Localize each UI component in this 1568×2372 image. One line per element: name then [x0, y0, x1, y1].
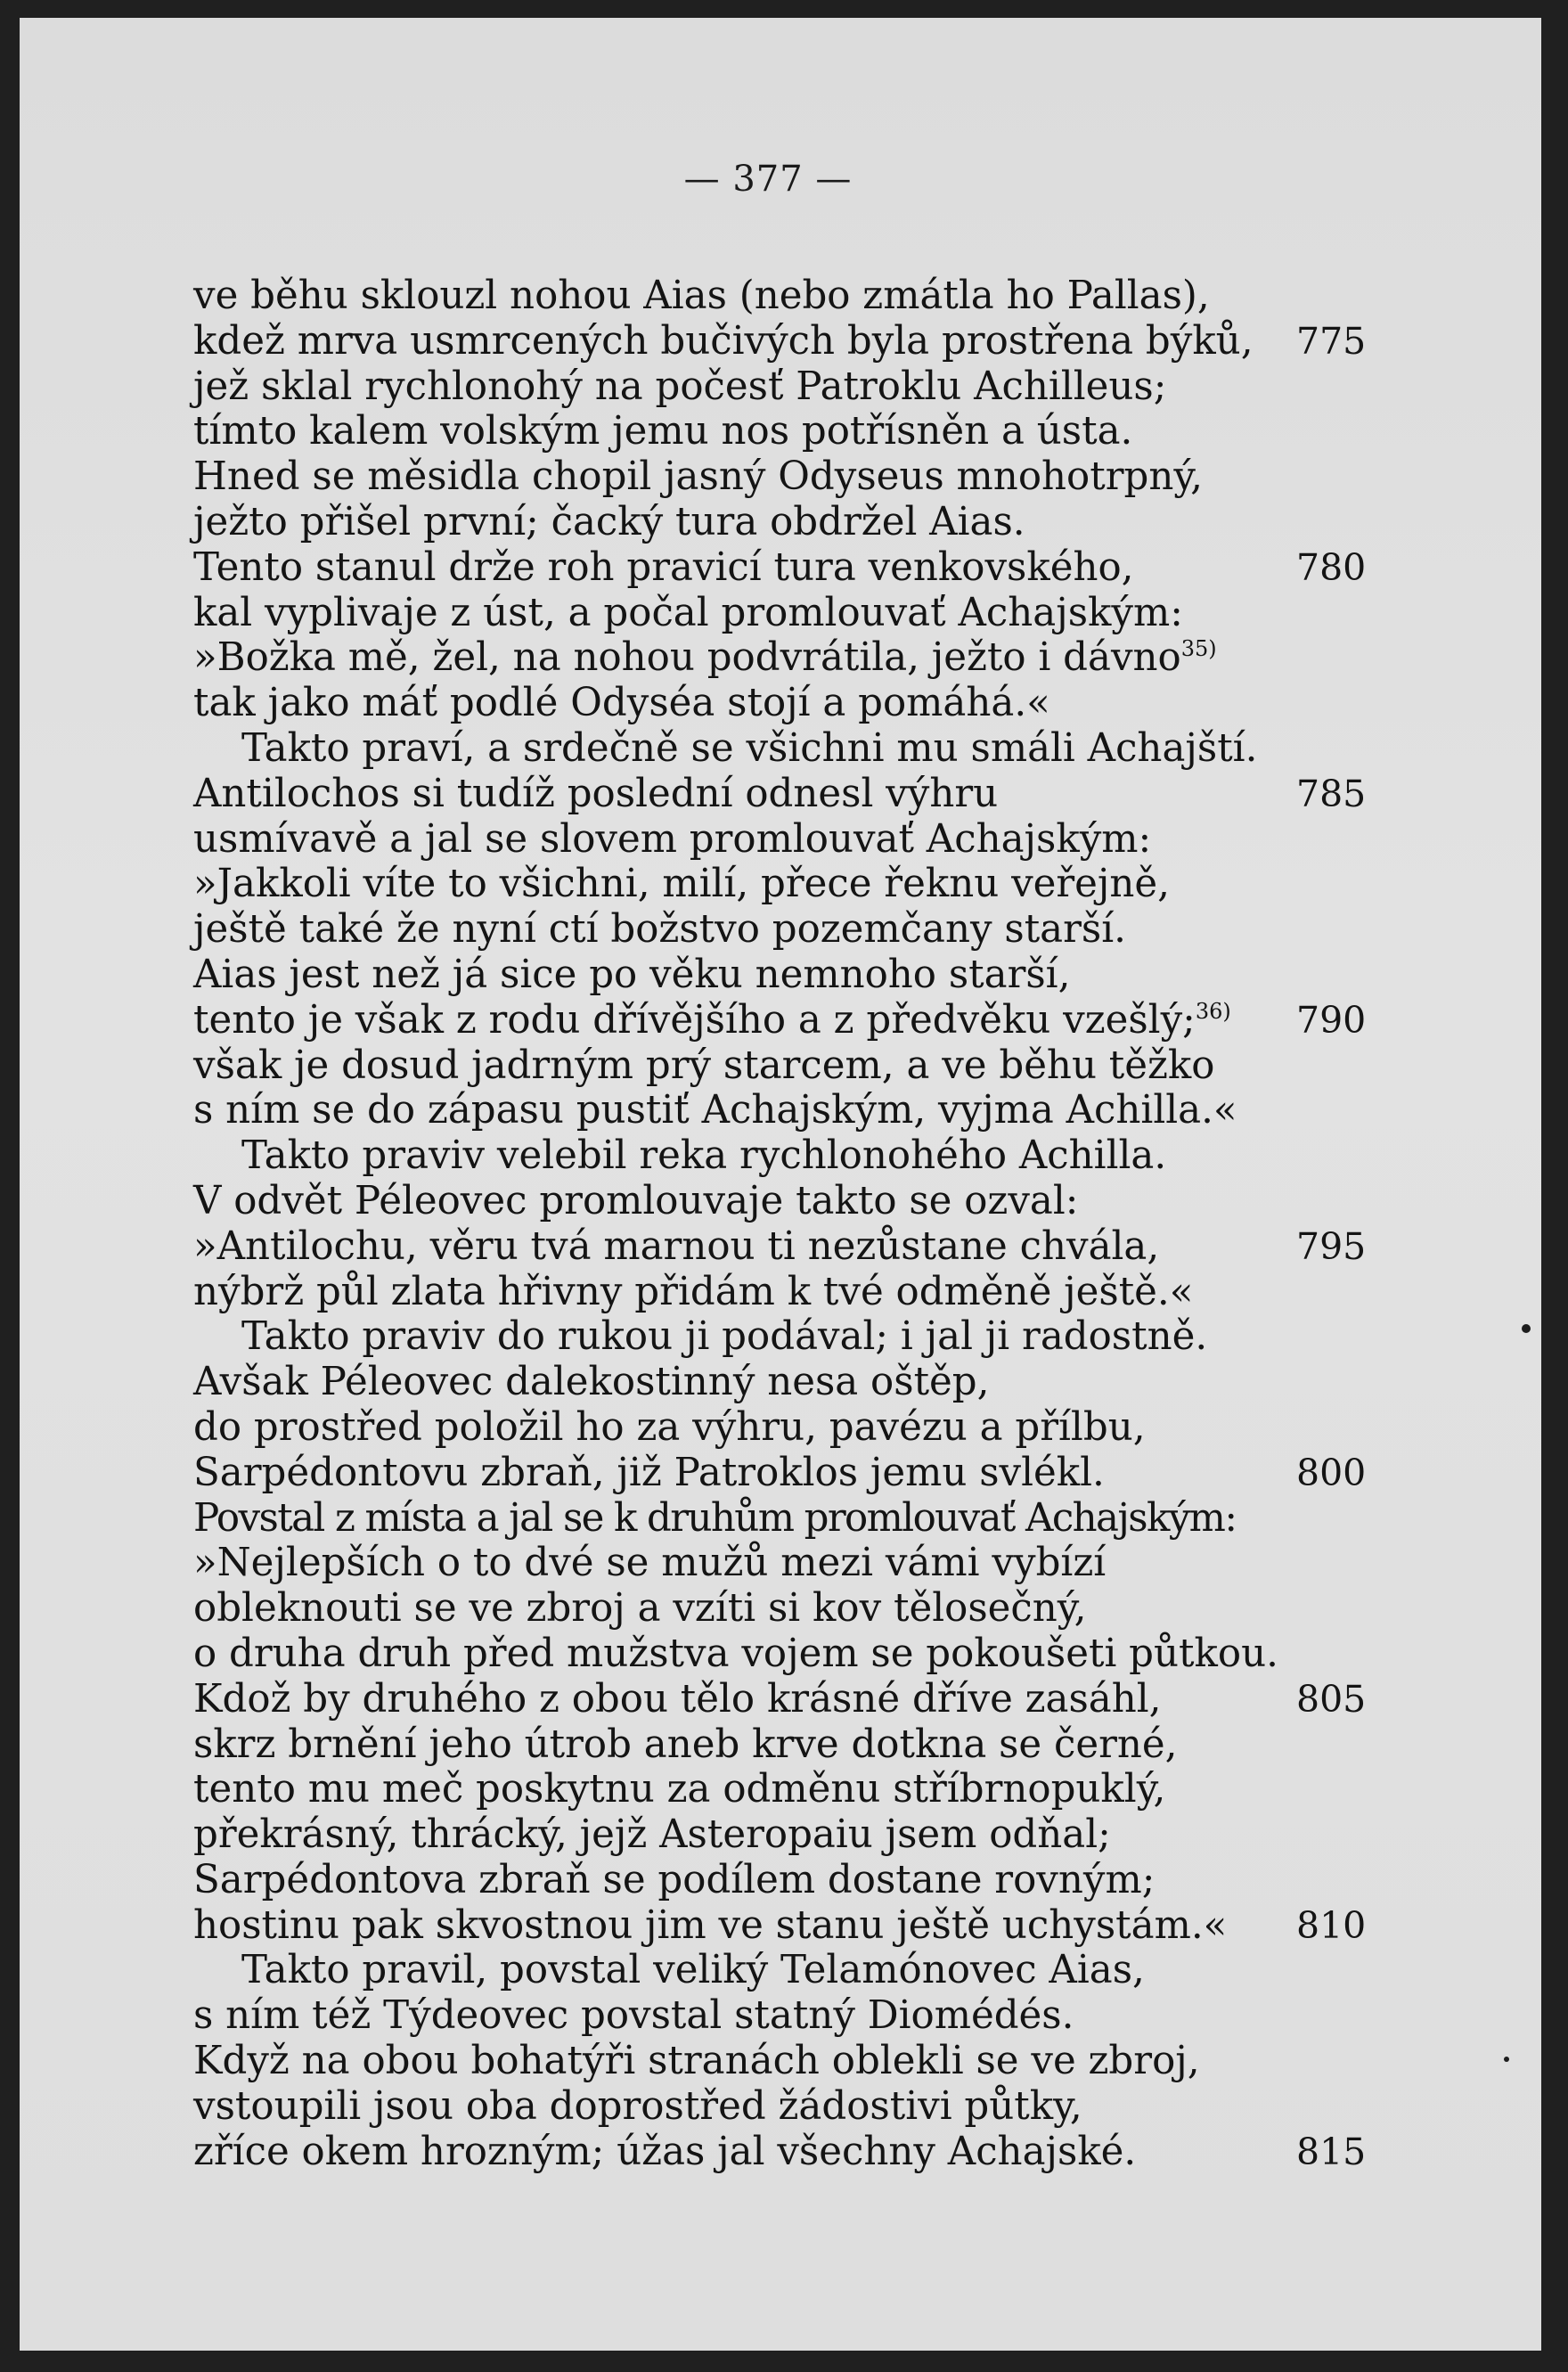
verse-line	[193, 364, 1387, 410]
verse-line-text: ježto přišel první; čacký tura obdržel Aias.	[193, 499, 1025, 544]
verse-line-text: vstoupili jsou oba doprostřed žádostivi půtky,	[193, 2083, 1082, 2129]
verse-line	[193, 1405, 1387, 1451]
verse-number: 795	[1296, 1224, 1367, 1268]
verse-line-text: Tento stanul drže roh pravicí tura venkovského,	[193, 544, 1134, 590]
verse-line-text: zříce okem hrozným; úžas jal všechny Achajské.	[193, 2129, 1137, 2174]
verse-line-text: ještě také že nyní ctí božstvo pozemčany starší.	[193, 907, 1126, 953]
verse-line-text: skrz brnění jeho útrob aneb krve dotkna se černé,	[193, 1722, 1178, 1767]
verse-line-text: tímto kalem volským jemu nos potřísněn a ústa.	[193, 409, 1133, 454]
verse-line-text: Takto praviv velebil reka rychlonohého Achilla.	[241, 1133, 1167, 1179]
verse-line-text: Takto praviv do rukou ji podával; i jal ji radostně.	[241, 1314, 1208, 1360]
verse-line-text: Avšak Péleovec dalekostinný nesa oštěp,	[193, 1360, 990, 1405]
verse-line	[193, 2039, 1387, 2084]
verse-line	[193, 1812, 1387, 1858]
verse-line	[193, 1677, 1387, 1722]
verse-line	[193, 1270, 1387, 1315]
verse-line-text: jež sklal rychlonohý na počesť Patroklu Achilleus;	[193, 364, 1167, 409]
verse-line	[193, 1541, 1387, 1586]
verse-line	[193, 1043, 1387, 1089]
verse-number: 815	[1296, 2130, 1367, 2173]
page-number: — 377 —	[683, 159, 853, 200]
verse-line-text: Povstal z místa a jal se k druhům promlouvať Achajským:	[193, 1495, 1237, 1541]
verse-line	[193, 1224, 1387, 1270]
verse-line-text: o druha druh před mužstva vojem se pokoušeti půtkou.	[193, 1631, 1278, 1676]
verse-line-text: do prostřed položil ho za výhru, pavézu a přílbu,	[193, 1404, 1146, 1450]
verse-line-text: obleknouti se ve zbroj a vzíti si kov tělosečný,	[193, 1586, 1087, 1632]
verse-line-text: Antilochos si tudíž poslední odnesl výhru	[193, 771, 999, 816]
verse-number: 790	[1296, 998, 1367, 1042]
verse-line-text: s ním se do zápasu pustiť Achajským, vyjma Achilla.«	[193, 1088, 1237, 1133]
verse-number: 780	[1296, 545, 1367, 589]
verse-line	[193, 1993, 1387, 2039]
verse-line-text: tak jako máť podlé Odyséa stojí a pomáhá.«	[193, 681, 1050, 726]
verse-line-text: Sarpédontovu zbraň, již Patroklos jemu svlékl.	[193, 1450, 1105, 1495]
verse-line-text: »Nejlepších o to dvé se mužů mezi vámi vybízí	[193, 1541, 1107, 1586]
verse-line-text: »Božka mě, žel, na nohou podvrátila, ježto i dávno	[193, 635, 1181, 681]
verse-line	[193, 319, 1387, 364]
verse-line	[193, 953, 1387, 998]
verse-line-text: usmívavě a jal se slovem promlouvať Achajským:	[193, 816, 1152, 862]
verse-line	[193, 998, 1387, 1043]
verse-line-text: Aias jest než já sice po věku nemnoho starší,	[193, 952, 1071, 997]
verse-line-text: »Jakkoli víte to všichni, milí, přece řeknu veřejně,	[193, 862, 1170, 907]
verse-line	[193, 2084, 1387, 2130]
footnote-marker: 36)	[1195, 998, 1231, 1024]
verse-line	[193, 500, 1387, 545]
verse-line	[193, 1179, 1387, 1224]
verse-line-text: Takto praví, a srdečně se všichni mu smáli Achajští.	[241, 725, 1258, 771]
verse-line	[193, 454, 1387, 500]
footnote-marker: 35)	[1180, 636, 1217, 662]
verse-number: 805	[1296, 1677, 1367, 1721]
verse-line-text: Hned se měsidla chopil jasný Odyseus mnohotrpný,	[193, 454, 1203, 500]
verse-line-text: překrásný, thrácký, jejž Asteropaiu jsem odňal;	[193, 1812, 1111, 1858]
verse-line	[193, 1496, 1387, 1542]
ink-speck	[1504, 2057, 1509, 2062]
verse-line	[193, 1451, 1387, 1496]
verse-line	[193, 1632, 1387, 1677]
verse-line-text: tento mu meč poskytnu za odměnu stříbrnopuklý,	[193, 1767, 1166, 1812]
verse-line-text: »Antilochu, věru tvá marnou ti nezůstane chvála,	[193, 1223, 1160, 1269]
verse-line	[193, 1948, 1387, 1993]
verse-line	[193, 1088, 1387, 1133]
verse-number: 800	[1296, 1451, 1367, 1494]
verse-line	[193, 1767, 1387, 1812]
verse-line-text: kdež mrva usmrcených bučivých byla prostřena býků,	[193, 318, 1254, 364]
book-page	[20, 18, 1541, 2351]
verse-number: 775	[1296, 319, 1367, 363]
verse-line	[193, 635, 1387, 681]
verse-number: 810	[1296, 1903, 1367, 1947]
verse-line	[193, 409, 1387, 454]
verse-line-text: s ním též Týdeovec povstal statný Diomédés.	[193, 1993, 1074, 2039]
verse-line	[193, 772, 1387, 817]
verse-line-text: nýbrž půl zlata hřivny přidám k tvé odměně ještě.«	[193, 1269, 1194, 1314]
ink-speck	[1522, 1324, 1531, 1333]
verse-line	[193, 907, 1387, 953]
verse-line-text: tento je však z rodu dřívějšího a z předvěku vzešlý;	[193, 997, 1196, 1043]
verse-line	[193, 545, 1387, 591]
verse-text-block	[193, 274, 1387, 2174]
verse-line	[193, 1360, 1387, 1405]
verse-line	[193, 1722, 1387, 1768]
verse-line	[193, 1858, 1387, 1903]
verse-line	[193, 2130, 1387, 2175]
verse-line-text: Takto pravil, povstal veliký Telamónovec Aias,	[241, 1948, 1145, 1993]
verse-line-text: Když na obou bohatýři stranách oblekli se ve zbroj,	[193, 2039, 1200, 2084]
verse-line-text: však je dosud jadrným prý starcem, a ve běhu těžko	[193, 1043, 1215, 1088]
verse-line	[193, 1586, 1387, 1632]
verse-line-text: hostinu pak skvostnou jim ve stanu ještě uchystám.«	[193, 1902, 1228, 1948]
verse-line	[193, 591, 1387, 636]
verse-line	[193, 1903, 1387, 1949]
verse-line-text: Sarpédontova zbraň se podílem dostane rovným;	[193, 1857, 1156, 1902]
verse-line	[193, 817, 1387, 863]
verse-line	[193, 726, 1387, 772]
verse-line	[193, 862, 1387, 907]
verse-line	[193, 274, 1387, 319]
verse-line	[193, 681, 1387, 726]
verse-line-text: V odvět Péleovec promlouvaje takto se ozval:	[193, 1178, 1079, 1223]
verse-line-text: Kdož by druhého z obou tělo krásné dříve zasáhl,	[193, 1676, 1162, 1722]
verse-number: 785	[1296, 772, 1367, 815]
verse-line-text: ve běhu sklouzl nohou Aias (nebo zmátla ho Pallas),	[193, 274, 1210, 318]
verse-line-text: kal vyplivaje z úst, a počal promlouvať Achajským:	[193, 590, 1183, 635]
verse-line	[193, 1133, 1387, 1179]
verse-line	[193, 1314, 1387, 1360]
